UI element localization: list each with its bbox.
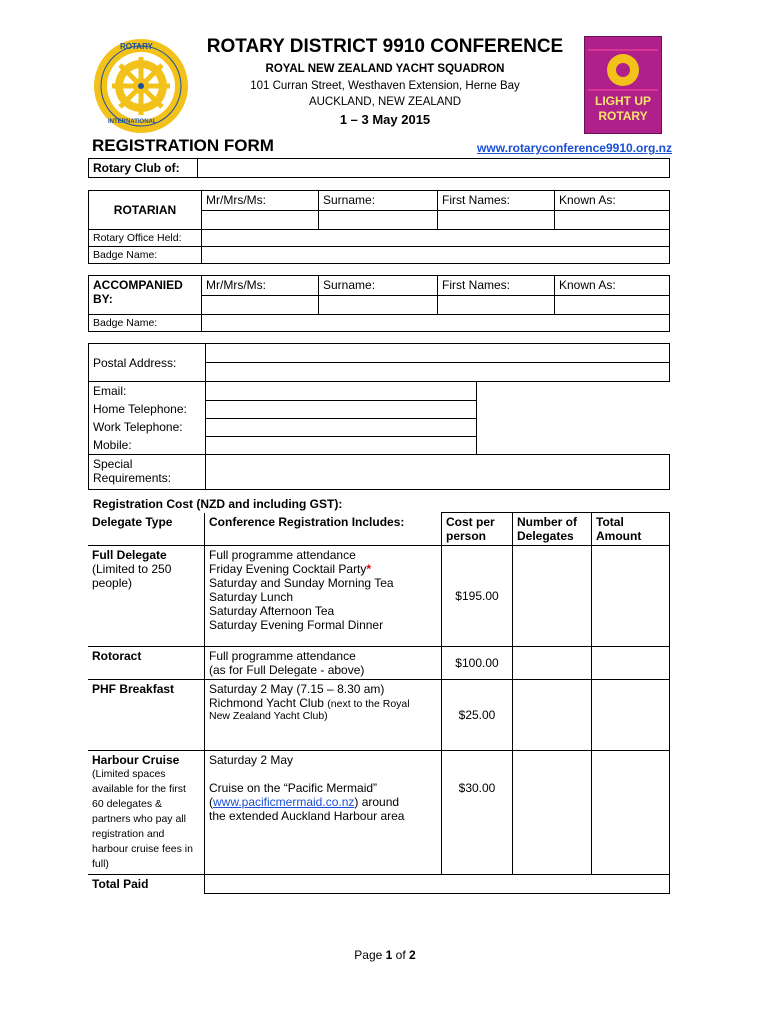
accompanied-title-label: Mr/Mrs/Ms: (202, 276, 319, 296)
venue-name: ROYAL NEW ZEALAND YACHT SQUADRON (265, 63, 505, 75)
include-line: Saturday Evening Formal Dinner (209, 618, 384, 632)
accompanied-badge-input[interactable] (202, 315, 670, 332)
accompanied-surname-input[interactable] (319, 296, 438, 315)
rotarian-table (88, 190, 670, 264)
col-total: Total Amount (592, 513, 670, 546)
include-line: Saturday and Sunday Morning Tea (209, 576, 394, 590)
club-input[interactable] (198, 159, 670, 178)
pacific-mermaid-link[interactable]: www.pacificmermaid.co.nz (213, 795, 355, 809)
home-telephone-label: Home Telephone: (89, 400, 206, 418)
contact-table (88, 343, 670, 490)
includes-cell (205, 751, 442, 875)
number-input[interactable] (513, 546, 592, 647)
include-line: Saturday Lunch (209, 590, 294, 604)
col-number: Number of Delegates (513, 513, 592, 546)
website-link[interactable]: www.rotaryconference9910.org.nz (477, 141, 672, 155)
rotarian-surname-label: Surname: (319, 191, 438, 211)
page-total: 2 (409, 948, 416, 962)
postal-address-label: Postal Address: (89, 344, 206, 382)
poster-text-2: ROTARY (598, 109, 648, 123)
rotarian-badge-input[interactable] (202, 247, 670, 264)
cost-value: $100.00 (442, 647, 513, 680)
table-row (88, 647, 670, 680)
venue-city: AUCKLAND, NEW ZEALAND (308, 96, 462, 108)
delegate-type: Rotoract (88, 647, 205, 680)
table-row (88, 680, 670, 751)
table-row (88, 546, 670, 647)
col-cost: Cost per person (442, 513, 513, 546)
delegate-type: Full Delegate (92, 548, 167, 562)
include-line: (as for Full Delegate - above) (209, 663, 365, 677)
logo-text-top: ROTARY (120, 42, 153, 51)
number-input[interactable] (513, 751, 592, 875)
page-footer: Page 1 of 2 (354, 948, 416, 962)
includes-cell (205, 546, 442, 647)
rotarian-title-input[interactable] (202, 211, 319, 230)
postal-address-input-1[interactable] (206, 344, 670, 363)
conference-title: ROTARY DISTRICT 9910 CONFERENCE (206, 36, 564, 57)
table-row (88, 751, 670, 875)
include-line: Friday Evening Cocktail Party* (209, 562, 372, 576)
cost-value: $30.00 (442, 751, 513, 875)
include-line: the extended Auckland Harbour area (209, 809, 405, 823)
accompanied-badge-label: Badge Name: (89, 315, 202, 332)
conference-dates: 1 – 3 May 2015 (339, 112, 431, 127)
work-telephone-label: Work Telephone: (89, 418, 206, 436)
accompanied-known-as-input[interactable] (555, 296, 670, 315)
delegate-type: Harbour Cruise (92, 753, 180, 767)
accompanied-title-input[interactable] (202, 296, 319, 315)
include-line: Full programme attendance (209, 548, 356, 562)
total-paid-input[interactable] (205, 875, 670, 894)
costs-heading: Registration Cost (NZD and including GST): (93, 497, 343, 511)
email-label: Email: (89, 382, 206, 401)
includes-cell (205, 647, 442, 680)
rotarian-label: ROTARIAN (89, 191, 202, 230)
delegate-type-cell (88, 751, 205, 875)
email-input[interactable] (206, 382, 477, 401)
table-row (88, 875, 670, 894)
logo-text-bottom: INTERNATIONAL (108, 119, 157, 125)
light-up-rotary-poster (584, 36, 662, 134)
rotary-logo (92, 37, 190, 135)
work-telephone-input[interactable] (206, 418, 477, 436)
cost-value: $195.00 (442, 546, 513, 647)
total-input[interactable] (592, 680, 670, 751)
total-input[interactable] (592, 647, 670, 680)
asterisk-icon: * (366, 562, 372, 576)
accompanied-first-names-input[interactable] (438, 296, 555, 315)
rotarian-first-names-label: First Names: (438, 191, 555, 211)
mobile-label: Mobile: (89, 436, 206, 455)
include-line: Saturday Afternoon Tea (209, 604, 335, 618)
special-requirements-input[interactable] (206, 455, 670, 490)
delegate-type-cell (88, 546, 205, 647)
rotarian-surname-input[interactable] (319, 211, 438, 230)
delegate-type: PHF Breakfast (88, 680, 205, 751)
accompanied-surname-label: Surname: (319, 276, 438, 296)
office-held-label: Rotary Office Held: (89, 230, 202, 247)
total-input[interactable] (592, 751, 670, 875)
include-line: (www.pacificmermaid.co.nz) around (209, 795, 400, 809)
postal-address-input-2[interactable] (206, 363, 670, 382)
accompanied-table (88, 275, 670, 332)
form-title: REGISTRATION FORM (92, 136, 274, 155)
include-line: Saturday 2 May (209, 753, 294, 767)
page-number: 1 (385, 948, 393, 962)
rotarian-known-as-label: Known As: (555, 191, 670, 211)
poster-text-1: LIGHT UP (595, 94, 651, 108)
rotarian-first-names-input[interactable] (438, 211, 555, 230)
club-table (88, 158, 670, 178)
special-requirements-label: Special Requirements: (89, 455, 206, 490)
include-line: Full programme attendance (209, 649, 356, 663)
col-delegate-type: Delegate Type (88, 513, 205, 546)
total-input[interactable] (592, 546, 670, 647)
include-line: New Zealand Yacht Club) (209, 710, 328, 722)
costs-table (88, 512, 670, 894)
includes-cell (205, 680, 442, 751)
delegate-type-note: (Limited to 250 people) (92, 562, 172, 590)
rotarian-badge-label: Badge Name: (89, 247, 202, 264)
include-line: Richmond Yacht Club (next to the Royal (209, 696, 410, 710)
number-input[interactable] (513, 680, 592, 751)
include-line: Cruise on the “Pacific Mermaid” (209, 781, 378, 795)
accompanied-first-names-label: First Names: (438, 276, 555, 296)
mobile-input[interactable] (206, 436, 477, 455)
col-includes: Conference Registration Includes: (205, 513, 442, 546)
total-paid-label: Total Paid (88, 875, 205, 894)
delegate-type-note: (Limited spaces available for the first 60 delegates & partners who pay all registration and harbour cruise fees in full) (92, 768, 193, 870)
number-input[interactable] (513, 647, 592, 680)
club-label: Rotary Club of: (89, 159, 198, 178)
include-line: Saturday 2 May (7.15 – 8.30 am) (209, 682, 385, 696)
home-telephone-input[interactable] (206, 400, 477, 418)
rotarian-title-label: Mr/Mrs/Ms: (202, 191, 319, 211)
accompanied-label: ACCOMPANIED BY: (89, 276, 202, 315)
rotarian-known-as-input[interactable] (555, 211, 670, 230)
cost-value: $25.00 (442, 680, 513, 751)
accompanied-known-as-label: Known As: (555, 276, 670, 296)
office-held-input[interactable] (202, 230, 670, 247)
venue-address: 101 Curran Street, Westhaven Extension, Herne Bay (250, 80, 520, 92)
